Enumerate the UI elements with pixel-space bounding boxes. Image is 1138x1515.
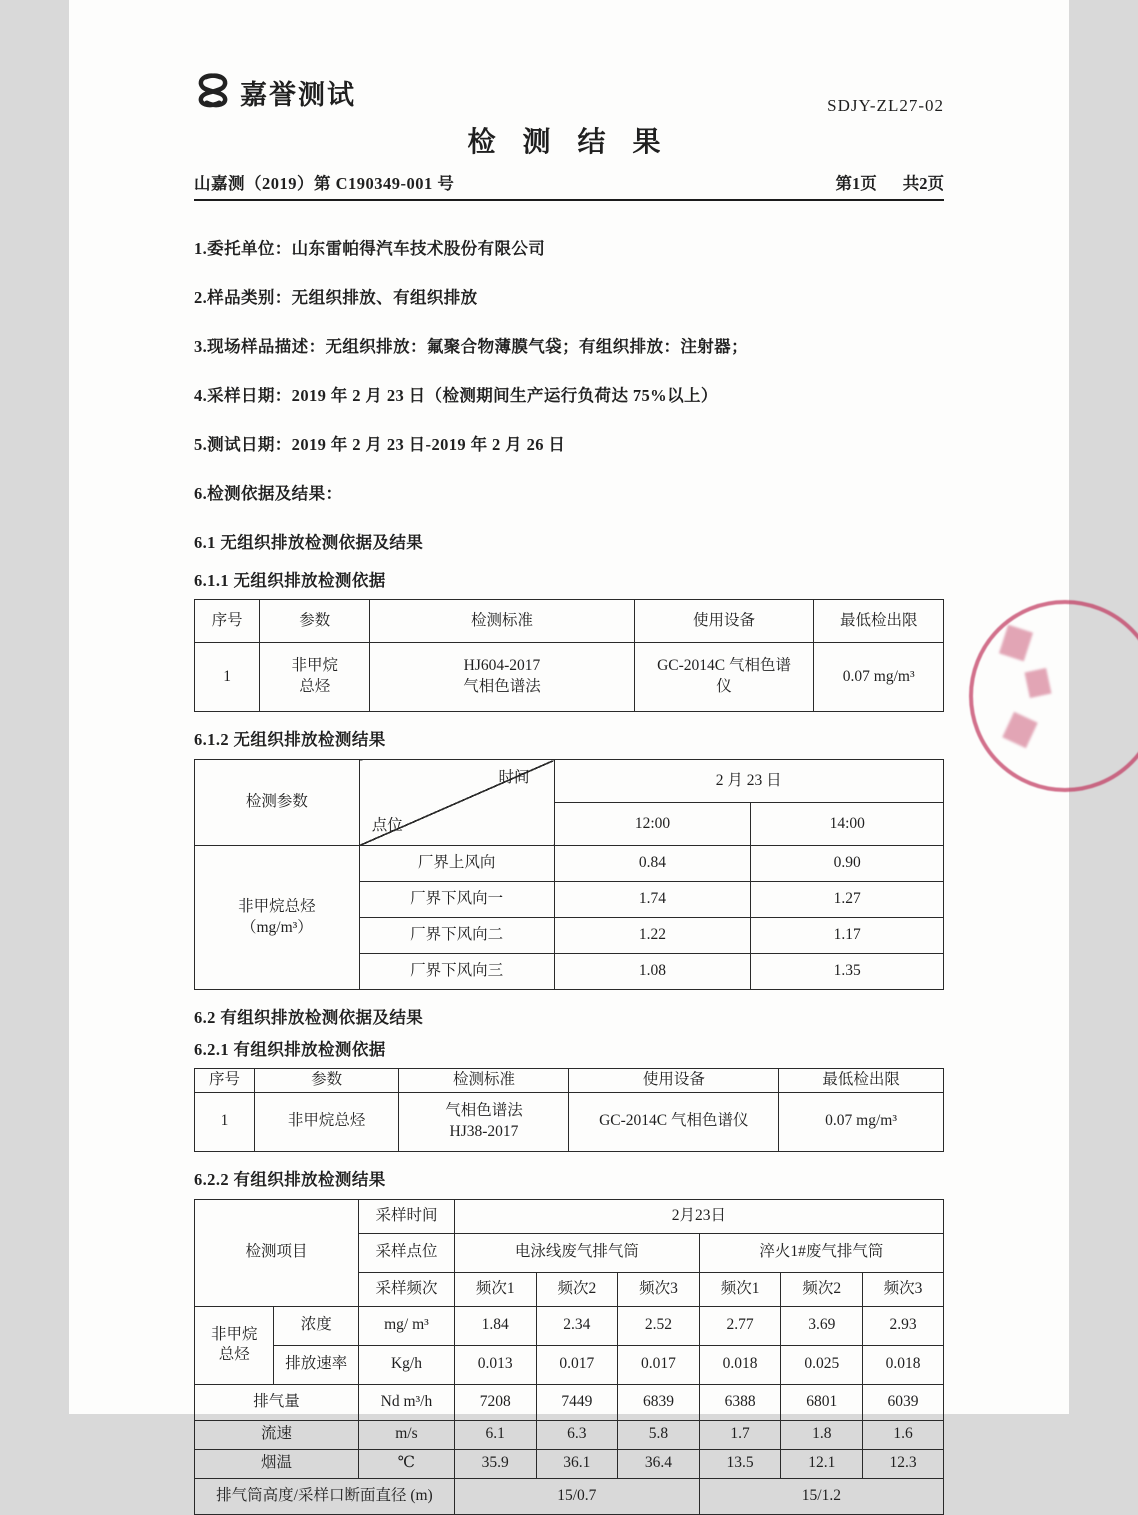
- cell-value: 1.35: [751, 954, 944, 990]
- cell-value: 1.08: [554, 954, 751, 990]
- cell-seq: 1: [195, 1092, 255, 1151]
- cell-value: 1.17: [751, 918, 944, 954]
- company-stamp: [969, 600, 1138, 792]
- item-sampling-date: 4.采样日期：2019 年 2 月 23 日（检测期间生产运行负荷达 75%以上）: [194, 386, 718, 405]
- cell-value: 1.6: [863, 1420, 944, 1449]
- col-parameter: 参数: [254, 1069, 399, 1093]
- col-detection-limit: 最低检出限: [779, 1069, 944, 1093]
- table-unorganized-basis: [194, 599, 944, 712]
- cell-value: 36.1: [536, 1449, 618, 1478]
- cell-unit: mg/ m³: [359, 1306, 455, 1345]
- cell-label: 浓度: [274, 1306, 359, 1345]
- item-sample-description: 3.现场样品描述：无组织排放：氟聚合物薄膜气袋；有组织排放：注射器；: [194, 337, 748, 356]
- cell-value: 36.4: [618, 1449, 700, 1478]
- cell-value: 0.017: [536, 1345, 618, 1384]
- cell-value: 15/1.2: [699, 1478, 943, 1514]
- cell-site: 厂界下风向二: [359, 918, 554, 954]
- table-row-exhaust-volume: [195, 1384, 944, 1420]
- col-equipment: 使用设备: [634, 600, 814, 643]
- table-row-concentration: [195, 1306, 944, 1345]
- cell-label: 排气量: [195, 1384, 359, 1420]
- header-sampling-freq: 采样频次: [359, 1272, 455, 1306]
- header-freq: 频次3: [863, 1272, 944, 1306]
- cell-unit: Kg/h: [359, 1345, 455, 1384]
- col-seq: 序号: [195, 600, 260, 643]
- diagonal-header-cell: [359, 760, 554, 846]
- header-freq: 频次3: [618, 1272, 700, 1306]
- table-header-row: [195, 760, 944, 803]
- table-row-flow-speed: [195, 1420, 944, 1449]
- cell-site: 厂界下风向三: [359, 954, 554, 990]
- header-time-1: 12:00: [554, 803, 751, 846]
- col-detection-limit: 最低检出限: [814, 600, 944, 643]
- cell-value: 12.1: [781, 1449, 863, 1478]
- header-freq: 频次2: [536, 1272, 618, 1306]
- cell-value: 1.27: [751, 882, 944, 918]
- header-freq: 频次1: [454, 1272, 536, 1306]
- cell-value: 0.017: [618, 1345, 700, 1384]
- cell-parameter: 非甲烷 总烃: [260, 643, 370, 712]
- cell-parameter: 非甲烷总烃: [254, 1092, 399, 1151]
- table-row: [195, 1092, 944, 1151]
- header-date: 2月23日: [454, 1199, 943, 1233]
- diag-label-site: 点位: [371, 817, 403, 835]
- heading-6-2-2: 6.2.2 有组织排放检测结果: [194, 1169, 386, 1189]
- cell-unit: Nd m³/h: [359, 1384, 455, 1420]
- cell-nmhc: 非甲烷 总烃: [195, 1306, 274, 1384]
- cell-equipment: GC-2014C 气相色谱仪: [569, 1092, 779, 1151]
- header-stack-1: 电泳线废气排气筒: [454, 1233, 699, 1272]
- stamp-mark: [1002, 712, 1037, 748]
- col-equipment: 使用设备: [569, 1069, 779, 1093]
- cell-value: 0.90: [751, 846, 944, 882]
- stamp-mark: [1025, 668, 1052, 698]
- cell-detection-limit: 0.07 mg/m³: [814, 643, 944, 712]
- cell-value: 0.025: [781, 1345, 863, 1384]
- header-date: 2 月 23 日: [554, 760, 944, 803]
- cell-value: 6388: [699, 1384, 781, 1420]
- cell-label: 烟温: [195, 1449, 359, 1478]
- cell-equipment: GC-2014C 气相色谱 仪: [634, 643, 814, 712]
- header-freq: 频次1: [699, 1272, 781, 1306]
- heading-6-1: 6.1 无组织排放检测依据及结果: [194, 533, 424, 552]
- header-sampling-time: 采样时间: [359, 1199, 455, 1233]
- cell-seq: 1: [195, 643, 260, 712]
- table-row-stack-dimensions: [195, 1478, 944, 1514]
- cell-value: 13.5: [699, 1449, 781, 1478]
- cell-value: 5.8: [618, 1420, 700, 1449]
- cell-value: 3.69: [781, 1306, 863, 1345]
- header-freq: 频次2: [781, 1272, 863, 1306]
- header-stack-2: 淬火1#废气排气筒: [699, 1233, 943, 1272]
- cell-value: 1.84: [454, 1306, 536, 1345]
- cell-label: 排放速率: [274, 1345, 359, 1384]
- cell-value: 0.018: [699, 1345, 781, 1384]
- cell-value: 1.8: [781, 1420, 863, 1449]
- cell-unit: ℃: [359, 1449, 455, 1478]
- cell-value: 0.018: [863, 1345, 944, 1384]
- cell-value: 6.3: [536, 1420, 618, 1449]
- cell-site: 厂界上风向: [359, 846, 554, 882]
- company-logo: [194, 72, 356, 113]
- cell-value: 6801: [781, 1384, 863, 1420]
- heading-6-2-1: 6.2.1 有组织排放检测依据: [194, 1040, 386, 1059]
- report-items: [194, 235, 944, 504]
- cell-detection-limit: 0.07 mg/m³: [779, 1092, 944, 1151]
- heading-6-2: 6.2 有组织排放检测依据及结果: [194, 1008, 424, 1027]
- col-standard: 检测标准: [399, 1069, 569, 1093]
- header-param: 检测参数: [195, 760, 360, 846]
- page-number: 第1页: [835, 174, 877, 193]
- item-test-date: 5.测试日期：2019 年 2 月 23 日-2019 年 2 月 26 日: [194, 435, 566, 454]
- diag-label-time: 时间: [498, 769, 530, 786]
- table-row: [195, 846, 944, 882]
- cell-site: 厂界下风向一: [359, 882, 554, 918]
- table-header-row: [195, 1069, 944, 1093]
- table-row: [195, 643, 944, 712]
- knot-logo-icon: [194, 72, 232, 113]
- cell-unit: m/s: [359, 1420, 455, 1449]
- cell-value: 7449: [536, 1384, 618, 1420]
- col-seq: 序号: [195, 1069, 255, 1093]
- cell-value: 15/0.7: [454, 1478, 699, 1514]
- table-header-row: [195, 600, 944, 643]
- company-name: 嘉誉测试: [240, 80, 356, 110]
- cell-value: 1.74: [554, 882, 751, 918]
- cell-label: 流速: [195, 1420, 359, 1449]
- cell-value: 0.013: [454, 1345, 536, 1384]
- heading-6-1-2: 6.1.2 无组织排放检测结果: [194, 730, 386, 749]
- cell-value: 1.7: [699, 1420, 781, 1449]
- cell-value: 35.9: [454, 1449, 536, 1478]
- heading-6-1-1: 6.1.1 无组织排放检测依据: [194, 571, 386, 590]
- cell-standard: 气相色谱法 HJ38-2017: [399, 1092, 569, 1151]
- table-organized-results: [194, 1199, 944, 1515]
- item-sample-type: 2.样品类别：无组织排放、有组织排放: [194, 288, 478, 307]
- page-header: [194, 72, 944, 118]
- col-parameter: 参数: [260, 600, 370, 643]
- cell-value: 2.34: [536, 1306, 618, 1345]
- item-basis-results: 6.检测依据及结果：: [194, 484, 343, 503]
- document-number-row: [194, 170, 944, 201]
- cell-value: 1.22: [554, 918, 751, 954]
- cell-value: 6039: [863, 1384, 944, 1420]
- cell-value: 2.52: [618, 1306, 700, 1345]
- cell-value: 6839: [618, 1384, 700, 1420]
- table-row-emission-rate: [195, 1345, 944, 1384]
- cell-parameter: 非甲烷总烃 （mg/m³）: [195, 846, 360, 990]
- page-title: 检 测 结 果: [467, 127, 671, 158]
- cell-value: 12.3: [863, 1449, 944, 1478]
- item-client: 1.委托单位：山东雷帕得汽车技术股份有限公司: [194, 239, 546, 258]
- table-organized-basis: [194, 1068, 944, 1152]
- col-standard: 检测标准: [370, 600, 634, 643]
- form-code: SDJY-ZL27-02: [827, 96, 944, 115]
- report-number: 山嘉测（2019）第 C190349-001 号: [194, 174, 455, 193]
- page-total: 共2页: [902, 174, 944, 193]
- cell-value: 6.1: [454, 1420, 536, 1449]
- cell-value: 2.93: [863, 1306, 944, 1345]
- cell-value: 7208: [454, 1384, 536, 1420]
- cell-value: 2.77: [699, 1306, 781, 1345]
- table-header-row: [195, 1199, 944, 1233]
- cell-standard: HJ604-2017 气相色谱法: [370, 643, 634, 712]
- report-page: [69, 0, 1069, 1504]
- header-sampling-site: 采样点位: [359, 1233, 455, 1272]
- stamp-mark: [999, 625, 1033, 662]
- header-time-2: 14:00: [751, 803, 944, 846]
- cell-label: 排气筒高度/采样口断面直径 (m): [195, 1478, 455, 1514]
- page-indicator: [810, 170, 945, 194]
- cell-value: 0.84: [554, 846, 751, 882]
- table-row-smoke-temp: [195, 1449, 944, 1478]
- header-test-items: 检测项目: [195, 1199, 359, 1306]
- table-unorganized-results: [194, 759, 944, 990]
